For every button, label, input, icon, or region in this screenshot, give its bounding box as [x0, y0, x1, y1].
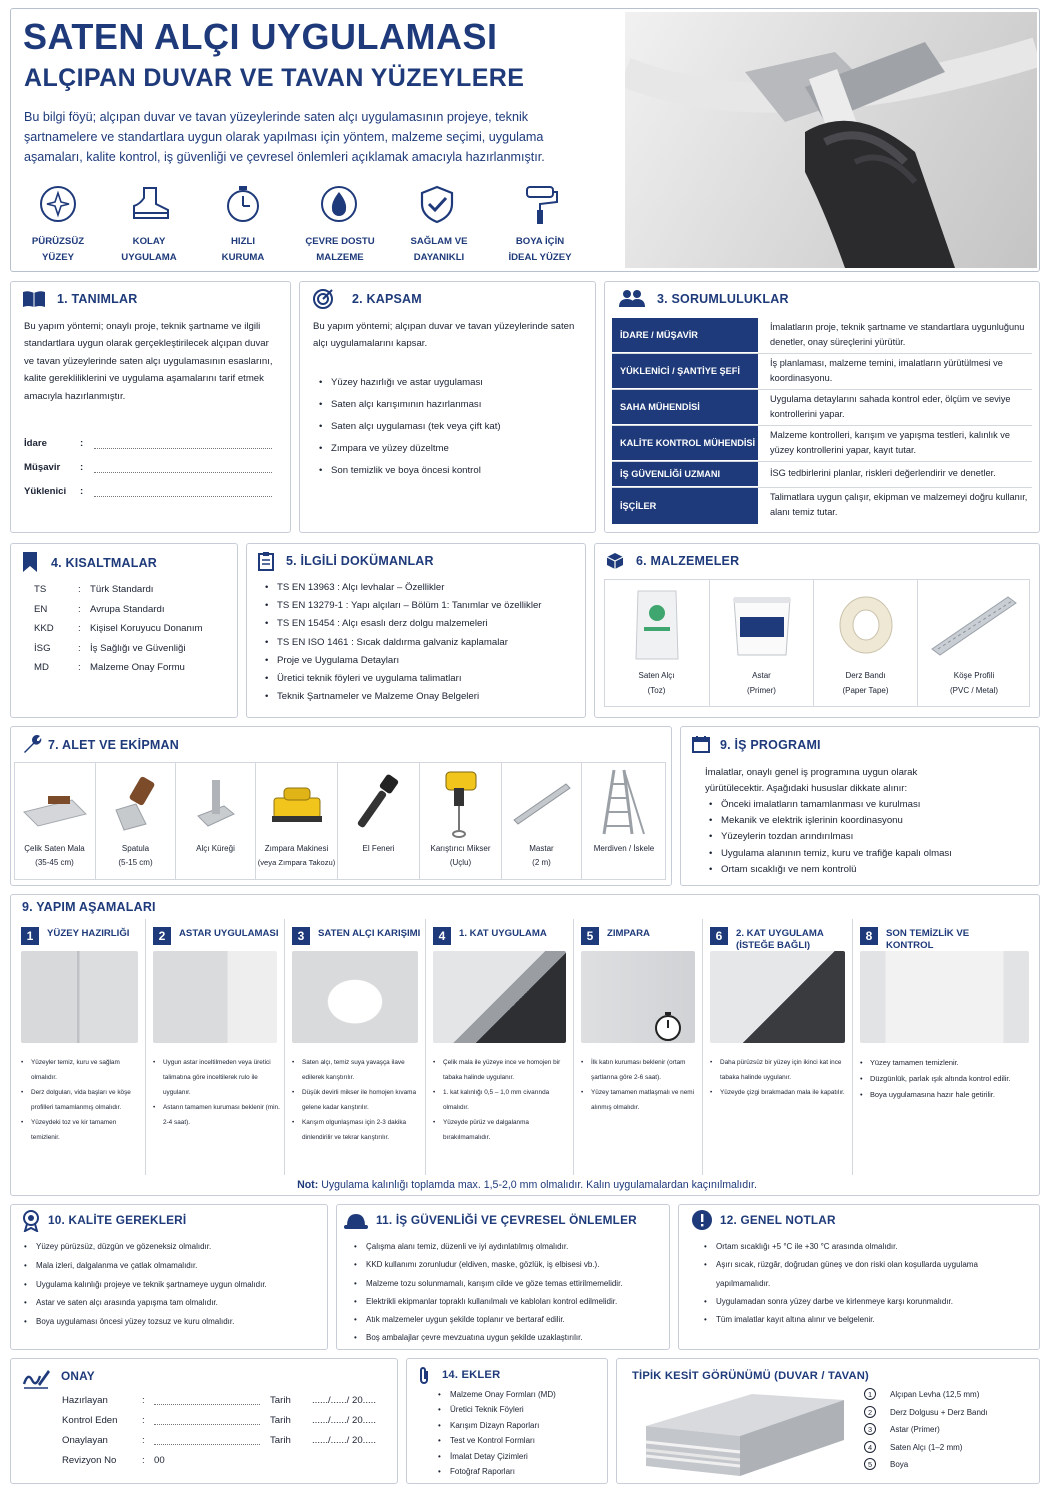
- list-item: • KKD kullanımı zorunludur (eldiven, maske, gözlük, iş elbisesi vb.).: [350, 1256, 668, 1274]
- date-input[interactable]: ....../....../ 20.....: [312, 1435, 376, 1446]
- approval-table: [62, 1391, 392, 1471]
- feature-label-line: İDEAL YÜZEY: [508, 252, 572, 263]
- feature-label: [203, 234, 283, 266]
- tape-roll-icon: [836, 593, 896, 657]
- list-item: • Uygun astar inceltilmeden veya üretici talimatına göre inceltilerek rulo ile uygulanır.: [153, 1055, 280, 1100]
- list-item: • Boş ambalajlar çevre mevzuatına uygun şekilde uzaklaştırılır.: [350, 1329, 668, 1347]
- approval-label: Kontrol Eden: [62, 1415, 118, 1426]
- list-item: • Uygulama alanının temiz, kuru ve trafiğe kapalı olması: [705, 846, 1035, 862]
- list-item: • Yüzey tamamen temizlenir.: [860, 1055, 1032, 1071]
- approval-input[interactable]: [154, 1424, 260, 1425]
- date-label: Tarih: [270, 1395, 291, 1406]
- approval-input[interactable]: [154, 1444, 260, 1445]
- tool-card: [96, 762, 176, 880]
- abbrev-value: Avrupa Standardı: [90, 603, 165, 615]
- step-title-line: SON TEMİZLİK VE: [886, 928, 970, 939]
- header-photo: [625, 12, 1037, 268]
- corner-profile-icon: [928, 593, 1020, 657]
- step-bullets: [292, 1055, 421, 1145]
- list-item: • Astarın tamamen kuruması beklenir (min. 2-4 saat).: [153, 1100, 280, 1130]
- step-title-line: 2. KAT UYGULAMA: [736, 928, 824, 939]
- hardhat-icon: [344, 1212, 368, 1230]
- material-name: Saten Alçı: [638, 671, 675, 680]
- feature-label: [18, 234, 98, 266]
- abbrev-value: İş Sağlığı ve Güvenliği: [90, 642, 186, 654]
- step-photo: [153, 951, 277, 1043]
- step-bullets: [21, 1055, 141, 1145]
- step-photo: [433, 951, 566, 1043]
- section-title: ONAY: [61, 1369, 95, 1383]
- feature-label-line: PÜRÜZSÜZ: [31, 236, 85, 247]
- tool-sub: (2 m): [532, 858, 551, 867]
- list-item: • Son temizlik ve boya öncesi kontrol: [315, 460, 585, 482]
- list-item: • Karışım Dizayn Raporları: [434, 1418, 606, 1433]
- material-card: [918, 579, 1030, 707]
- list-item: • TS EN 13279-1 : Yapı alçıları – Bölüm 1: Tanımlar ve özellikler: [261, 597, 581, 615]
- list-item: • TS EN ISO 1461 : Sıcak daldırma galvaniz kaplamalar: [261, 634, 581, 652]
- sander-icon: [270, 782, 324, 826]
- step-card: [426, 919, 574, 1175]
- feature-label-line: MALZEME: [316, 252, 364, 263]
- step-photo: [21, 951, 138, 1043]
- step-title-line: (İSTEĞE BAĞLI): [736, 940, 811, 951]
- feature-label-line: KURUMA: [221, 252, 265, 263]
- feature-smooth: [26, 184, 90, 229]
- list-item: • Saten alçı karışımının hazırlanması: [315, 394, 585, 416]
- stopwatch-icon: [653, 1011, 683, 1041]
- material-name: Köşe Profili: [953, 671, 995, 680]
- section-title: 9. İŞ PROGRAMI: [720, 738, 821, 752]
- legend-text: Boya: [890, 1460, 909, 1470]
- tool-sub: (Uçlu): [449, 858, 472, 867]
- list-item: • Derz dolguları, vida başları ve köşe profilleri tamamlanmış olmalıdır.: [21, 1085, 141, 1115]
- section-title: 14. EKLER: [442, 1369, 501, 1381]
- abbrev-row: İSG : İş Sağlığı ve Güvenliği: [34, 639, 234, 659]
- feature-label: [397, 234, 481, 266]
- step-number: 2: [153, 927, 171, 945]
- list-item: • Düzgünlük, parlak ışık altında kontrol edilir.: [860, 1071, 1032, 1087]
- date-label: Tarih: [270, 1415, 291, 1426]
- legend-number: 3: [864, 1423, 876, 1435]
- step-title: [47, 928, 129, 940]
- list-item: • Üretici teknik föyleri ve uygulama talimatları: [261, 670, 581, 688]
- tool-name: Zımpara Makinesi: [264, 844, 329, 853]
- date-label: Tarih: [270, 1435, 291, 1446]
- abbrev-key: EN: [34, 603, 48, 615]
- alert-icon: [692, 1210, 712, 1230]
- mixer-drill-icon: [440, 768, 484, 840]
- page-subtitle: ALÇIPAN DUVAR VE TAVAN YÜZEYLERE: [24, 64, 525, 92]
- abbrev-table: [34, 580, 234, 678]
- book-icon: [22, 289, 46, 309]
- section-title: TİPİK KESİT GÖRÜNÜMÜ (DUVAR / TAVAN): [632, 1370, 869, 1382]
- list-item: • Zımpara ve yüzey düzeltme: [315, 438, 585, 460]
- section-title: 5. İLGİLİ DOKÜMANLAR: [286, 554, 434, 568]
- tool-card: [420, 762, 502, 880]
- step-number: 4: [433, 927, 451, 945]
- abbrev-row: TS : Türk Standardı: [34, 580, 234, 600]
- note-text: Uygulama kalınlığı toplamda max. 1,5-2,0 mm olmalıdır. Kalın uygulamalardan kaçınılmalıdır.: [321, 1179, 757, 1191]
- leaf-drop-icon: [319, 184, 359, 224]
- abbrev-key: MD: [34, 662, 49, 673]
- tool-sub: (5-15 cm): [118, 858, 153, 867]
- legend-number: 5: [864, 1458, 876, 1470]
- list-item: • Yüzeyde çizgi bırakmadan mala ile kapatılır.: [710, 1085, 848, 1100]
- list-item: • Yüzeyler temiz, kuru ve sağlam olmalıdır.: [21, 1055, 141, 1085]
- list-item: • Yüzey pürüzsüz, düzgün ve gözeneksiz olmalıdır.: [20, 1238, 325, 1257]
- approval-row: Hazırlayan : Tarih ....../....../ 20.....: [62, 1391, 392, 1411]
- list-item: • Yüzey hazırlığı ve astar uygulaması: [315, 372, 585, 394]
- feature-label-line: UYGULAMA: [121, 252, 177, 263]
- tool-name: Alçı Küreği: [196, 844, 235, 853]
- feature-eco: [307, 184, 371, 229]
- legend-text: Astar (Primer): [890, 1425, 940, 1435]
- approval-row: Revizyon No : 00: [62, 1451, 392, 1471]
- tool-name: Spatula: [121, 844, 150, 853]
- step-number: 5: [581, 927, 599, 945]
- step-card: [285, 919, 426, 1175]
- clipboard-icon: [258, 551, 274, 571]
- step-photo: [860, 951, 1029, 1043]
- step-card: [14, 919, 146, 1175]
- feature-easy: [118, 184, 182, 229]
- list-item: • Atık malzemeler uygun şekilde toplanır ve bertaraf edilir.: [350, 1311, 668, 1329]
- list-item: • Test ve Kontrol Formları: [434, 1433, 606, 1448]
- boot-icon: [128, 184, 172, 224]
- section-title: 6. MALZEMELER: [636, 554, 740, 568]
- section-title: 1. TANIMLAR: [57, 292, 138, 306]
- step-bullets: [153, 1055, 280, 1130]
- tool-sub: (35-45 cm): [35, 858, 74, 867]
- tool-card: [502, 762, 582, 880]
- step-number: 3: [292, 927, 310, 945]
- feature-fast: [211, 184, 275, 229]
- list-item: • Ortam sıcaklığı ve nem kontrolü: [705, 862, 1035, 878]
- list-item: • TS EN 15454 : Alçı esaslı derz dolgu malzemeleri: [261, 615, 581, 633]
- tool-name: El Feneri: [362, 844, 395, 853]
- list-item: • Karışım olgunlaşması için 2-3 dakika dinlendirilir ve tekrar karıştırılır.: [292, 1115, 421, 1145]
- feature-label-line: ÇEVRE DOSTU: [305, 236, 375, 247]
- abbrev-value: Malzeme Onay Formu: [90, 662, 185, 673]
- feature-label-line: YÜZEY: [42, 252, 74, 263]
- list-item: • Saten alçı, temiz suya yavaşça ilave edilerek karıştırılır.: [292, 1055, 421, 1085]
- role-cell: YÜKLENİCİ / ŞANTİYE ŞEFİ: [612, 354, 758, 388]
- straightedge-icon: [512, 780, 572, 828]
- legend-item: [864, 1456, 1034, 1474]
- feature-label-line: HIZLI: [231, 236, 255, 247]
- target-icon: [312, 288, 334, 310]
- step-title-line: YÜZEY HAZIRLIĞI: [47, 928, 130, 939]
- flashlight-icon: [356, 774, 402, 834]
- abbrev-key: İSG: [34, 642, 51, 654]
- cube-icon: [606, 552, 624, 570]
- role-desc: İmalatların proje, teknik şartname ve standartlara uygunluğunu denetler, onay süreçlerini yürütür.: [770, 322, 1025, 347]
- hawk-icon: [194, 776, 238, 834]
- legend-text: Saten Alçı (1–2 mm): [890, 1442, 963, 1452]
- section-legend: [864, 1386, 1034, 1474]
- list-item: • Önceki imalatların tamamlanması ve kurulması: [705, 797, 1035, 813]
- list-item: • Uygulamadan sonra yüzey darbe ve kirlenmeye karşı korunmalıdır.: [700, 1293, 990, 1311]
- section-diagram: [632, 1386, 850, 1480]
- field-input[interactable]: [94, 448, 272, 449]
- legend-item: [864, 1421, 1034, 1439]
- feature-label-line: SAĞLAM VE: [410, 236, 468, 247]
- plaster-bag-icon: [634, 587, 680, 663]
- award-icon: [22, 1210, 40, 1232]
- tool-card: [582, 762, 666, 880]
- page-title: SATEN ALÇI UYGULAMASI: [23, 16, 498, 57]
- calendar-icon: [692, 735, 710, 753]
- material-name: Derz Bandı: [845, 671, 886, 680]
- legend-item: [864, 1404, 1034, 1422]
- material-sub: (Toz): [647, 686, 666, 695]
- list-item: • Yüzeylerin tozdan arındırılması: [705, 829, 1035, 845]
- abbrev-row: EN : Avrupa Standardı: [34, 600, 234, 620]
- list-item: • Elektrikli ekipmanlar topraklı kullanılmalı ve kabloları kontrol edilmelidir.: [350, 1293, 668, 1311]
- step-number: 1: [21, 927, 39, 945]
- list-item: • Yüzeydeki toz ve kir tamamen temizlenir.: [21, 1115, 141, 1145]
- field-idare: İdare :: [24, 438, 274, 449]
- abbrev-key: KKD: [34, 623, 54, 634]
- list-item: • Malzeme Onay Formları (MD): [434, 1387, 606, 1402]
- list-item: • Malzeme tozu solunmamalı, karışım cilde ve göze temas ettirilmemelidir.: [350, 1275, 668, 1293]
- feature-paint: [507, 184, 571, 231]
- step-bullets: [433, 1055, 569, 1145]
- feature-label-line: BOYA İÇİN: [515, 236, 565, 247]
- tool-name: Karıştırıcı Mikser: [430, 844, 491, 853]
- notes-list: [700, 1238, 990, 1329]
- list-item: • Fotoğraf Raporları: [434, 1464, 606, 1479]
- list-item: • Mala izleri, dalgalanma ve çatlak olmamalıdır.: [20, 1257, 325, 1276]
- step-title-line: ASTAR UYGULAMASI: [179, 928, 279, 939]
- section-title: 2. KAPSAM: [352, 292, 422, 306]
- shield-check-icon: [417, 184, 457, 224]
- revision-label: Revizyon No: [62, 1455, 117, 1466]
- definitions-text: Bu yapım yöntemi; onaylı proje, teknik şartname ve ilgili standartlara uygun olarak gerçekleştirilecek alçıpan duvar ve tavan yüzeylerinde saten alçı uygulamasının esaslarını, kalite gerekliliklerini ve uygulama aşamalarını tarif etmek amacıyla hazırlanmıştır.: [24, 321, 273, 402]
- step-title: [459, 928, 547, 940]
- abbrev-row: MD : Malzeme Onay Formu: [34, 658, 234, 678]
- paint-roller-icon: [519, 184, 559, 226]
- feature-label: [109, 234, 189, 266]
- list-item: • İmalat Detay Çizimleri: [434, 1449, 606, 1464]
- field-musavir: Müşavir :: [24, 462, 274, 473]
- schedule-list: [705, 797, 1035, 878]
- revision-value: 00: [154, 1455, 165, 1466]
- material-name: Astar: [752, 671, 771, 680]
- legend-text: Alçıpan Levha (12,5 mm): [890, 1390, 980, 1399]
- tool-sub: (veya Zımpara Takozu): [257, 858, 336, 867]
- quality-list: [20, 1238, 325, 1332]
- list-item: • Teknik Şartnameler ve Malzeme Onay Belgeleri: [261, 688, 581, 706]
- feature-label-line: DAYANIKLI: [413, 252, 465, 263]
- signature-icon: [22, 1366, 50, 1390]
- stopwatch-icon: [223, 184, 263, 224]
- step-photo: [292, 951, 418, 1043]
- list-item: • Düşük devirli mikser ile homojen kıvama gelene kadar karıştırılır.: [292, 1085, 421, 1115]
- tool-name: Merdiven / İskele: [593, 844, 655, 853]
- material-card: [710, 579, 814, 707]
- field-label: İdare: [24, 438, 47, 449]
- role-desc: Malzeme kontrolleri, karışım ve yapışma testleri, kalınlık ve yüzey kontrollerini yapar, kayıt tutar.: [770, 430, 1010, 455]
- role-desc: Talimatlara uygun çalışır, ekipman ve malzemeyi doğru kullanır, alanı temiz tutar.: [770, 492, 1028, 517]
- legend-item: [864, 1439, 1034, 1457]
- date-input[interactable]: ....../....../ 20.....: [312, 1395, 376, 1406]
- material-sub: (Paper Tape): [842, 686, 889, 695]
- role-desc: Uygulama detaylarını sahada kontrol eder, ölçüm ve seviye kontrollerini yapar.: [770, 394, 1011, 419]
- step-title: [886, 928, 969, 952]
- feature-durable: [405, 184, 469, 229]
- field-label: Yüklenici: [24, 486, 67, 497]
- legend-item: [864, 1386, 1034, 1404]
- feature-label: [295, 234, 385, 266]
- feature-label: [498, 234, 582, 266]
- list-item: • Aşırı sıcak, rüzgâr, doğrudan güneş ve don riski olan koşullarda uygulama yapılmamalıdır.: [700, 1256, 990, 1293]
- role-cell: İDARE / MÜŞAVİR: [612, 318, 758, 352]
- step-card: [574, 919, 703, 1175]
- abbrev-key: TS: [34, 584, 47, 595]
- feature-label-line: KOLAY: [132, 236, 166, 247]
- primer-bucket-icon: [730, 593, 794, 659]
- wrench-icon: [22, 734, 42, 754]
- intro-text: Bu bilgi föyü; alçıpan duvar ve tavan yüzeylerinde saten alçı uygulamasının projeye, teknik şartnamelere ve standartlara uygun olarak yapılması için yöntem, malzeme seçimi, uygulama aşamaları, kalite kontrol, iş güvenliği ve çevresel önlemleri açıklamak amacıyla hazırlanmıştır.: [24, 110, 545, 164]
- list-item: • Üretici Teknik Föyleri: [434, 1402, 606, 1417]
- step-title-line: KONTROL: [886, 940, 934, 951]
- legend-text: Derz Dolgusu + Derz Bandı: [890, 1407, 988, 1417]
- field-yuklenici: Yüklenici :: [24, 486, 274, 497]
- material-card: [814, 579, 918, 707]
- role-desc: İSG tedbirlerini planlar, riskleri değerlendirir ve denetler.: [770, 468, 996, 478]
- attachments-list: [434, 1387, 606, 1479]
- tool-name: Mastar: [529, 844, 554, 853]
- section-title: 10. KALİTE GEREKLERİ: [48, 1213, 187, 1227]
- list-item: • Uygulama kalınlığı projeye ve teknik şartnameye uygun olmalıdır.: [20, 1276, 325, 1295]
- safety-list: [350, 1238, 668, 1348]
- step-bullets: [860, 1055, 1032, 1103]
- step-title-line: SATEN ALÇI KARIŞIMI: [318, 928, 421, 939]
- bookmark-icon: [23, 552, 37, 572]
- list-item: • Çalışma alanı temiz, düzenli ve iyi aydınlatılmış olmalıdır.: [350, 1238, 668, 1256]
- approval-input[interactable]: [154, 1404, 260, 1405]
- section-title: 12. GENEL NOTLAR: [720, 1213, 836, 1227]
- legend-number: 1: [864, 1388, 876, 1400]
- trowel-icon: [22, 782, 88, 832]
- list-item: • Yüzey tamamen matlaşmalı ve nemi alınmış olmalıdır.: [581, 1085, 698, 1115]
- step-bullets: [581, 1055, 698, 1115]
- note-label: Not:: [297, 1179, 319, 1191]
- scope-text: Bu yapım yöntemi; alçıpan duvar ve tavan yüzeylerinde saten alçı uygulamalarını kapsar.: [313, 321, 575, 350]
- paperclip-icon: [416, 1366, 432, 1386]
- step-number: 8: [860, 927, 878, 945]
- step-photo: [710, 951, 845, 1043]
- step-bullets: [710, 1055, 848, 1100]
- step-title: [318, 928, 420, 940]
- tool-card: [14, 762, 96, 880]
- step-card: [853, 919, 1036, 1175]
- sparkle-icon: [38, 184, 78, 224]
- list-item: • Ortam sıcaklığı +5 °C ile +30 °C arasında olmalıdır.: [700, 1238, 990, 1256]
- legend-number: 4: [864, 1441, 876, 1453]
- role-cell: KALİTE KONTROL MÜHENDİSİ: [612, 426, 758, 460]
- step-photo: [581, 951, 695, 1043]
- tool-card: [256, 762, 338, 880]
- list-item: • Boya uygulamasına hazır hale getirilir.: [860, 1087, 1032, 1103]
- step-card: [146, 919, 285, 1175]
- ladder-icon: [600, 768, 648, 836]
- tool-card: [338, 762, 420, 880]
- material-sub: (PVC / Metal): [949, 686, 998, 695]
- list-item: • Saten alçı uygulaması (tek veya çift kat): [315, 416, 585, 438]
- approval-row: Onaylayan : Tarih ....../....../ 20.....: [62, 1431, 392, 1451]
- step-card: [703, 919, 853, 1175]
- field-input[interactable]: [94, 472, 272, 473]
- documents-list: [261, 579, 581, 706]
- step-title-line: ZIMPARA: [607, 928, 650, 939]
- list-item: • Daha pürüzsüz bir yüzey için ikinci kat ince tabaka halinde uygulanır.: [710, 1055, 848, 1085]
- spatula-icon: [110, 776, 162, 832]
- scope-list: [315, 372, 585, 482]
- list-item: • Tüm imalatlar kayıt altına alınır ve belgelenir.: [700, 1311, 990, 1329]
- section-title: 9. YAPIM AŞAMALARI: [22, 900, 156, 914]
- material-sub: (Primer): [747, 686, 776, 695]
- field-input[interactable]: [94, 496, 272, 497]
- date-input[interactable]: ....../....../ 20.....: [312, 1415, 376, 1426]
- material-card: [604, 579, 710, 707]
- section-title: 4. KISALTMALAR: [51, 556, 158, 570]
- step-title: [607, 928, 650, 940]
- section-title: 11. İŞ GÜVENLİĞİ VE ÇEVRESEL ÖNLEMLER: [376, 1213, 637, 1227]
- step-title: [179, 928, 279, 940]
- abbrev-value: Türk Standardı: [90, 584, 154, 595]
- list-item: • 1. kat kalınlığı 0,5 – 1,0 mm civarında olmalıdır.: [433, 1085, 569, 1115]
- role-cell: İŞÇİLER: [612, 488, 758, 524]
- section-title: 7. ALET VE EKİPMAN: [48, 738, 179, 752]
- tool-card: [176, 762, 256, 880]
- role-cell: İŞ GÜVENLİĞİ UZMANI: [612, 462, 758, 486]
- abbrev-row: KKD : Kişisel Koruyucu Donanım: [34, 619, 234, 639]
- people-icon: [619, 289, 645, 307]
- approval-row: Kontrol Eden : Tarih ....../....../ 20.....: [62, 1411, 392, 1431]
- role-desc: İş planlaması, malzeme temini, imalatların yürütülmesi ve koordinasyonu.: [770, 358, 1003, 383]
- list-item: • Proje ve Uygulama Detayları: [261, 652, 581, 670]
- legend-number: 2: [864, 1406, 876, 1418]
- abbrev-value: Kişisel Koruyucu Donanım: [90, 623, 203, 634]
- step-number: 6: [710, 927, 728, 945]
- step-title: [736, 928, 824, 952]
- tool-name: Çelik Saten Mala: [24, 844, 85, 853]
- list-item: • Çelik mala ile yüzeye ince ve homojen bir tabaka halinde uygulanır.: [433, 1055, 569, 1085]
- list-item: • Yüzeyde pürüz ve dalgalanma bırakılmamalıdır.: [433, 1115, 569, 1145]
- list-item: • Astar ve saten alçı arasında yapışma tam olmalıdır.: [20, 1294, 325, 1313]
- list-item: • Boya uygulaması öncesi yüzey tozsuz ve kuru olmalıdır.: [20, 1313, 325, 1332]
- list-item: • TS EN 13963 : Alçı levhalar – Özellikler: [261, 579, 581, 597]
- approval-label: Onaylayan: [62, 1435, 108, 1446]
- step-title-line: 1. KAT UYGULAMA: [459, 928, 547, 939]
- list-item: • Mekanik ve elektrik işlerinin koordinasyonu: [705, 813, 1035, 829]
- steps-note: [0, 1179, 1054, 1191]
- section-title: 3. SORUMLULUKLAR: [657, 292, 789, 306]
- list-item: • İlk katın kuruması beklenir (ortam şartlarına göre 2-6 saat).: [581, 1055, 698, 1085]
- field-label: Müşavir: [24, 462, 61, 473]
- schedule-text: İmalatlar, onaylı genel iş programına uygun olarak yürütülecektir. Aşağıdaki hususlar dikkate alınır:: [705, 767, 918, 794]
- approval-label: Hazırlayan: [62, 1395, 108, 1406]
- role-cell: SAHA MÜHENDİSİ: [612, 390, 758, 424]
